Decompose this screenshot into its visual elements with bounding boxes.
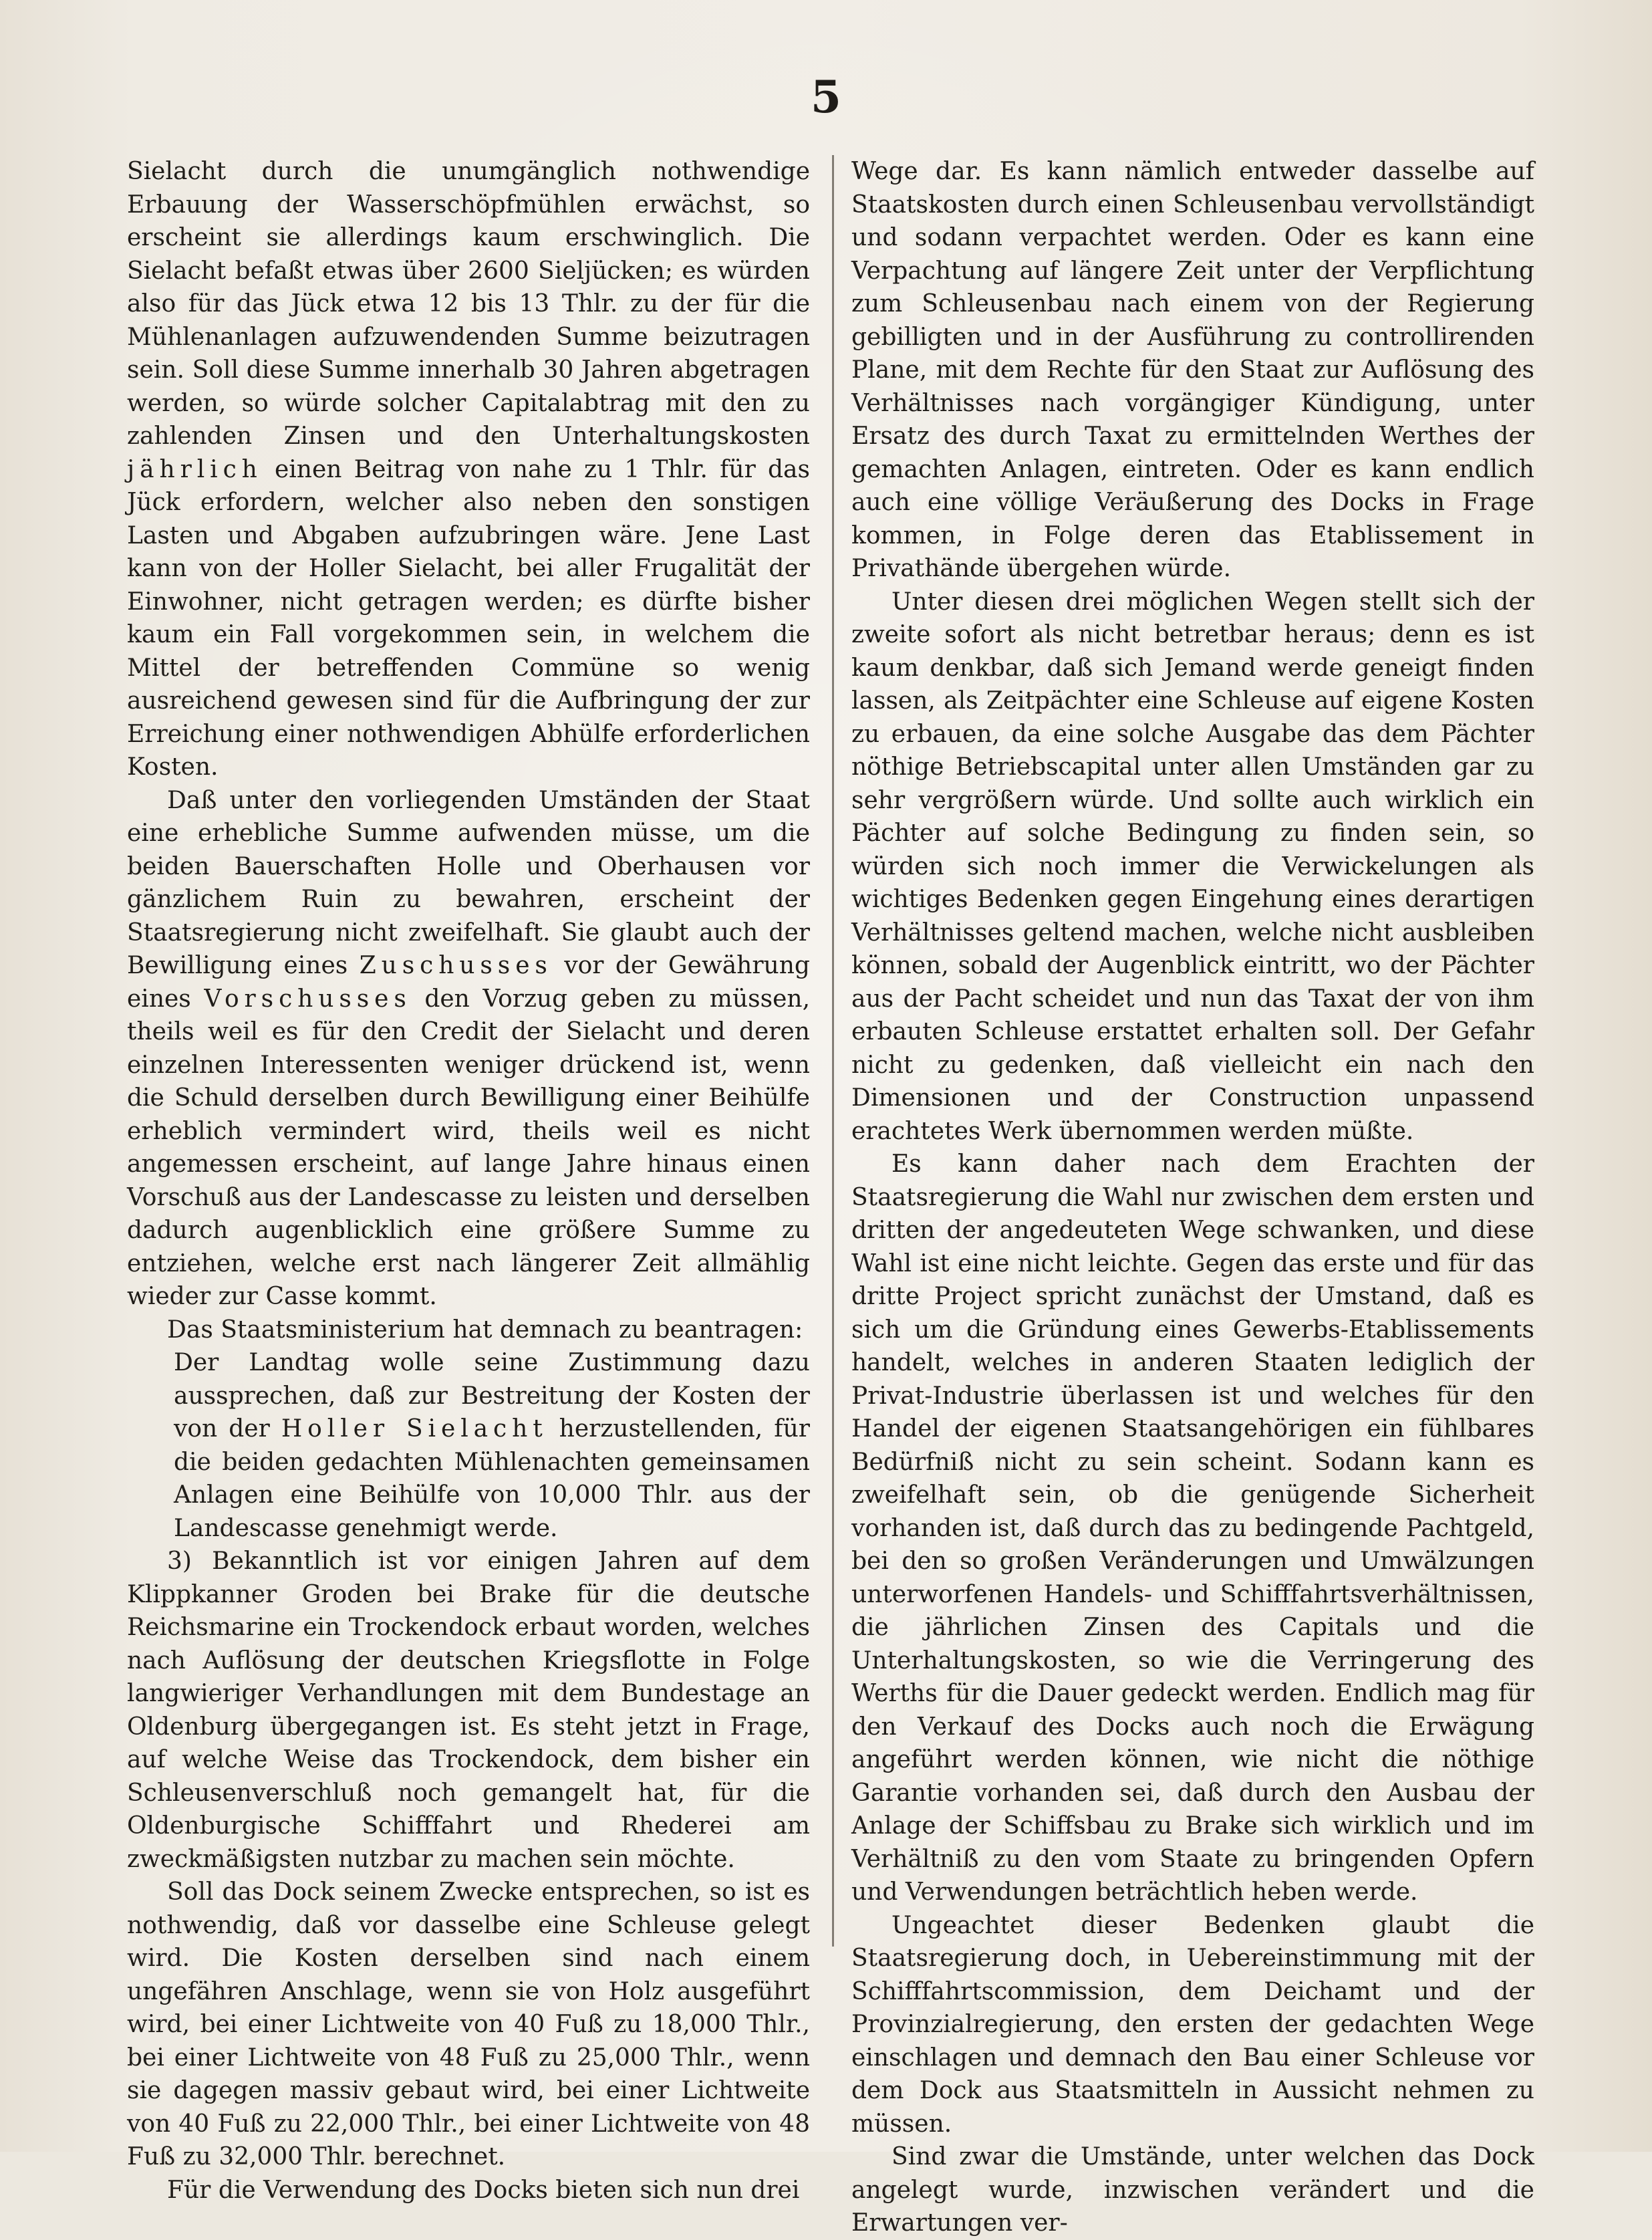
right-paragraph-4: Ungeachtet dieser Bedenken glaubt die Staatsregierung doch, in Uebereinstimmung mit der Schifffahrtscommission, dem Deichamt und der Provinzialregierung, den ersten der gedachten Wege einschlagen und demnach den Bau einer Schleuse vor dem Dock aus Staatsmitteln in Aussicht nehmen zu müssen. bbox=[851, 1911, 1534, 2138]
right-column bbox=[851, 155, 1534, 2237]
left-p2-text-b: vor der Gewährung eines bbox=[127, 952, 810, 1013]
left-column bbox=[127, 155, 811, 2204]
left-paragraph-motion bbox=[174, 1346, 810, 1545]
left-p1-spaced-word: jährlich bbox=[127, 455, 263, 483]
left-p4-spaced-phrase: Holler Sielacht bbox=[281, 1415, 548, 1443]
right-paragraph-3: Es kann daher nach dem Erachten der Staatsregierung die Wahl nur zwischen dem ersten und dritten der angedeuteten Wege schwanken, und diese Wahl ist eine nicht leichte. Gegen das erste und für das dritte Project spricht zunächst der Umstand, daß es sich um die Gründung eines Gewerbs-Etablissements handelt, welches in anderen Staaten lediglich der Privat-Industrie überlassen ist und welches für den Handel der eigenen Staatsangehörigen ein fühlbares Bedürfniß nicht zu sein scheint. Sodann kann es zweifelhaft sein, ob die genügende Sicherheit vorhanden ist, daß durch das zu bedingende Pachtgeld, bei den so großen Veränderungen und Umwälzungen unterworfenen Handels- und Schifffahrtsverhältnissen, die jährlichen Zinsen des Capitals und die Unterhaltungskosten, so wie die Verringerung des Werths für die Dauer gedeckt werden. Endlich mag für den Verkauf des Docks auch noch die Erwägung angeführt werden können, wie nicht die nöthige Garantie vorhanden sei, daß durch den Ausbau der Anlage der Schiffsbau zu Brake sich wirklich und im Verhältniß zu den vom Staate zu bringenden Opfern und Verwendungen beträchtlich heben werde. bbox=[851, 1150, 1534, 1906]
left-p2-text-a: Daß unter den vorliegenden Umständen der Staat eine erhebliche Summe aufwenden müsse, um die beiden Bauerschaften Holle und Oberhausen vor gänzlichem Ruin zu bewahren, erscheint der Staatsregierung nicht zweifelhaft. Sie glaubt auch der Bewilligung eines bbox=[127, 786, 810, 979]
left-p2-text-c: den Vorzug geben zu müssen, theils weil es für den Credit der Sielacht und deren einzelnen Interessenten weniger drückend ist, wenn die Schuld derselben durch Bewilligung einer Beihülfe erheblich vermindert wird, theils weil es nicht angemessen erscheint, auf lange Jahre hinaus einen Vorschuß aus der Landescasse zu leisten und derselben dadurch augenblicklich eine größere Summe zu entziehen, welche erst nach längerer Zeit allmählig wieder zur Casse kommt. bbox=[127, 985, 811, 1310]
right-paragraph-2: Unter diesen drei möglichen Wegen stellt sich der zweite sofort als nicht betretbar heraus; denn es ist kaum denkbar, daß sich Jemand werde geneigt finden lassen, als Zeitpächter eine Schleuse auf eigene Kosten zu erbauen, da eine solche Ausgabe das dem Pächter nöthige Betriebscapital unter allen Umständen gar zu sehr vergrößern würde. Und sollte auch wirklich ein Pächter auf solche Bedingung zu finden sein, so würden sich noch immer die Verwickelungen als wichtiges Bedenken gegen Eingehung eines derartigen Verhältnisses geltend machen, welche nicht ausbleiben können, sobald der Augenblick eintritt, wo der Pächter aus der Pacht scheidet und nun das Taxat der von ihm erbauten Schleuse erstattet erhalten soll. Der Gefahr nicht zu gedenken, daß vielleicht ein nach den Dimensionen und der Construction unpassend erachtetes Werk übernommen werden müßte. bbox=[851, 588, 1534, 1145]
left-paragraph-5: 3) Bekanntlich ist vor einigen Jahren auf dem Klippkanner Groden bei Brake für die deutsche Reichsmarine ein Trockendock erbaut worden, welches nach Auflösung der deutschen Kriegsflotte in Folge langwieriger Verhandlungen mit dem Bundestage an Oldenburg übergegangen ist. Es steht jetzt in Frage, auf welche Weise das Trockendock, dem bisher ein Schleusenverschluß noch gemangelt hat, für die Oldenburgische Schifffahrt und Rhederei am zweckmäßigsten nutzbar zu machen sein möchte. bbox=[127, 1547, 810, 1873]
left-paragraph-6: Soll das Dock seinem Zwecke entsprechen, so ist es nothwendig, daß vor dasselbe eine Schleuse gelegt wird. Die Kosten derselben sind nach einem ungefähren Anschlage, wenn sie von Holz ausgeführt wird, bei einer Lichtweite von 40 Fuß zu 18,000 Thlr., bei einer Lichtweite von 48 Fuß zu 25,000 Thlr., wenn sie dagegen massiv gebaut wird, bei einer Lichtweite von 40 Fuß zu 22,000 Thlr., bei einer Lichtweite von 48 Fuß zu 32,000 Thlr. berechnet. bbox=[127, 1878, 810, 2170]
left-p1-text: Sielacht durch die unumgänglich nothwendige Erbauung der Wasserschöpfmühlen erwächst, so erscheint sie allerdings kaum erschwinglich. Die Sielacht befaßt etwas über 2600 Sieljücken; es würden also für das Jück etwa 12 bis 13 Thlr. zu der für die Mühlenanlagen aufzuwendenden Summe beizutragen sein. Soll diese Summe innerhalb 30 Jahren abgetragen werden, so würde solcher Capitalabtrag mit den zu zahlenden Zinsen und den Unterhaltungskosten bbox=[127, 158, 810, 450]
left-p2-spaced-word-2: Vorschusses bbox=[204, 985, 412, 1013]
left-paragraph-7: Für die Verwendung des Docks bieten sich nun drei bbox=[167, 2176, 800, 2204]
left-p4-text-b: herzustellenden, für die beiden gedachten Mühlenachten gemeinsamen Anlagen eine Beihülfe von 10,000 Thlr. aus der Landescasse genehmigt werde. bbox=[174, 1415, 810, 1542]
page-number: 5 bbox=[811, 71, 841, 123]
right-paragraph-5: Sind zwar die Umstände, unter welchen das Dock angelegt wurde, inzwischen verändert und die Erwartungen ver- bbox=[851, 2143, 1534, 2237]
left-paragraph-2 bbox=[127, 784, 810, 1314]
right-paragraph-1: Wege dar. Es kann nämlich entweder dasselbe auf Staatskosten durch einen Schleusenbau vervollständigt und sodann verpachtet werden. Oder es kann eine Verpachtung auf längere Zeit unter der Verpflichtung zum Schleusenbau nach einem von der Regierung gebilligten und in der Ausführung zu controllirenden Plane, mit dem Rechte für den Staat zur Auflösung des Verhältnisses nach vorgängiger Kündigung, unter Ersatz des durch Taxat zu ermittelnden Werthes der gemachten Anlagen, eintreten. Oder es kann endlich auch eine völlige Veräußerung des Docks in Frage kommen, in Folge deren das Etablissement in Privathände übergehen würde. bbox=[851, 158, 1534, 582]
left-paragraph-3: Das Staatsministerium hat demnach zu beantragen: bbox=[167, 1316, 803, 1344]
left-paragraph-1 bbox=[127, 155, 810, 784]
left-p2-spaced-word-1: Zuschusses bbox=[359, 952, 553, 979]
left-p1-tail: einen Beitrag von nahe zu 1 Thlr. für das Jück erfordern, welcher also neben den sonstigen Lasten und Abgaben aufzubringen wäre. Jene Last kann von der Holler Sielacht, bei aller Frugalität der Einwohner, nicht getragen werden; es dürfte bisher kaum ein Fall vorgekommen sein, in welchem die Mittel der betreffenden Commüne so wenig ausreichend gewesen sind für die Aufbringung der zur Erreichung einer nothwendigen Abhülfe erforderlichen Kosten. bbox=[127, 455, 810, 781]
left-p4-text-a: Der Landtag wolle seine Zustimmung dazu aussprechen, daß zur Bestreitung der Kosten der von der bbox=[174, 1349, 810, 1443]
column-divider bbox=[832, 155, 834, 1947]
